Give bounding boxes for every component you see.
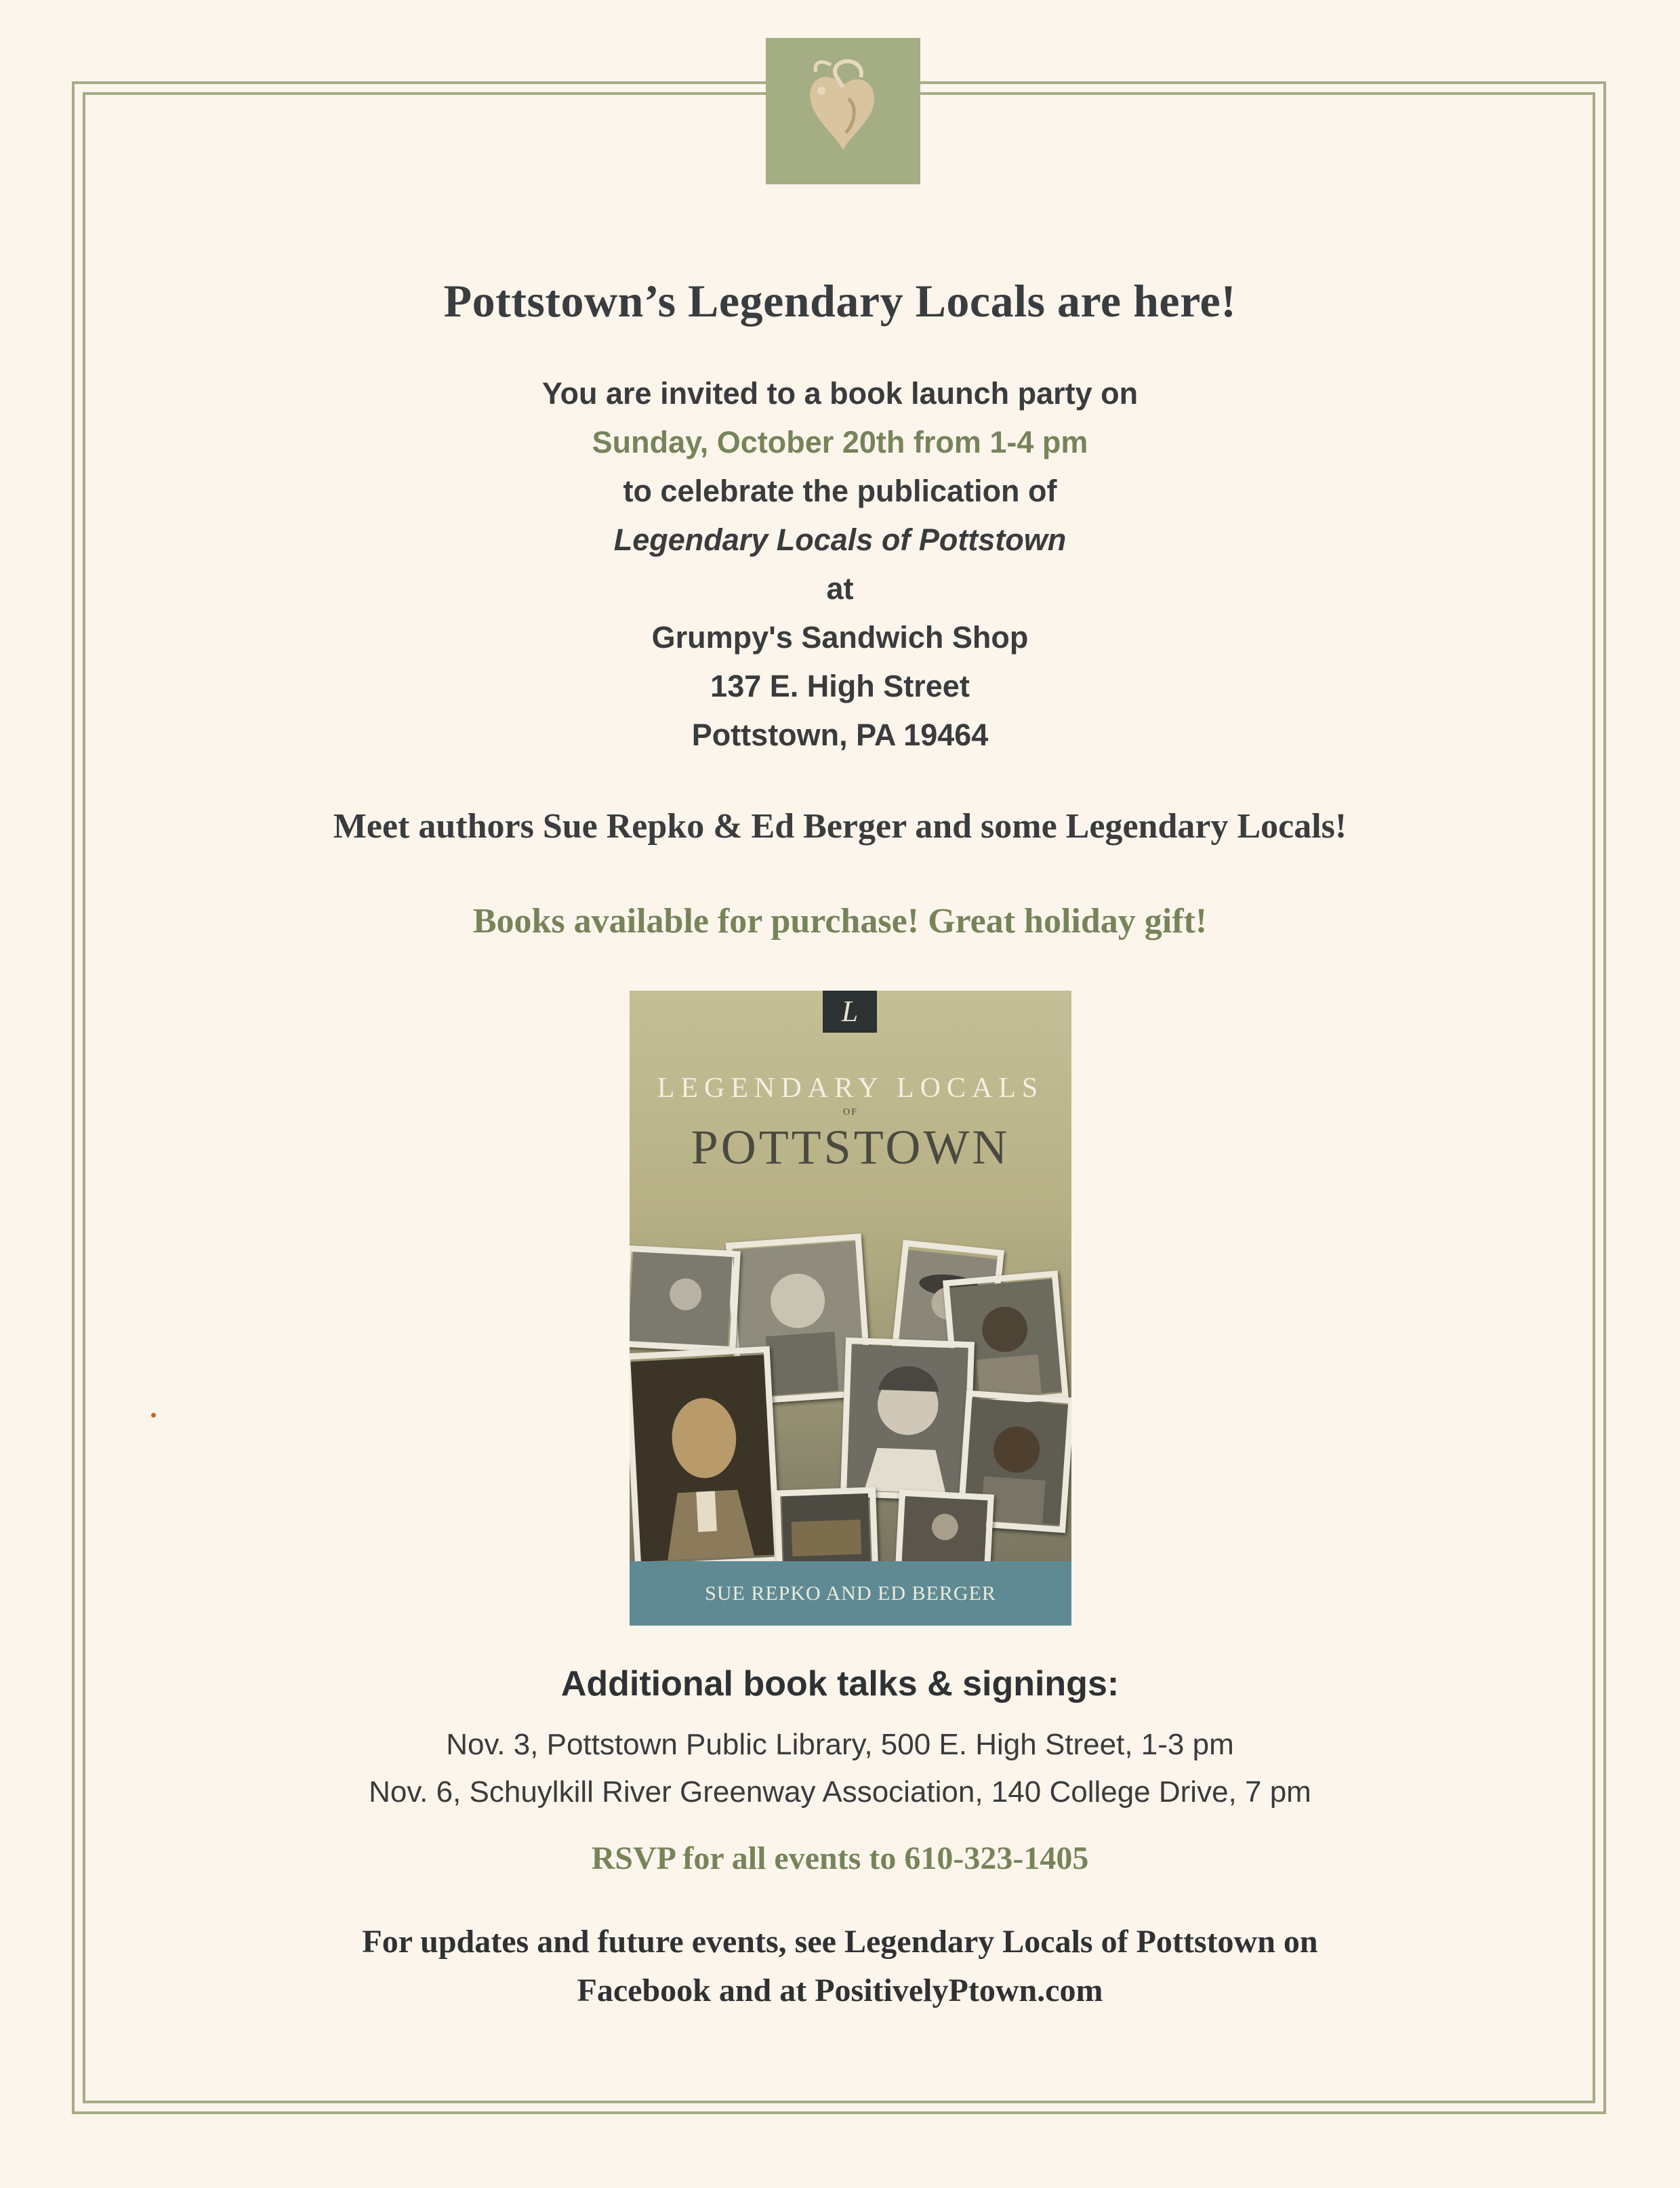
cover-photo [840, 1338, 975, 1501]
cover-series: LEGENDARY LOCALS [657, 1073, 1044, 1104]
invitation [0, 369, 1680, 760]
talks-list [0, 1721, 1680, 1816]
venue-name: Grumpy's Sandwich Shop [651, 620, 1029, 655]
event-date: Sunday, October 20th from 1-4 pm [592, 425, 1088, 459]
invite-line: You are invited to a book launch party on [541, 376, 1139, 411]
updates [0, 1918, 1680, 2015]
rsvp: RSVP for all events to 610-323-1405 [591, 1840, 1089, 1876]
cover-photo [774, 1487, 878, 1571]
venue-city: Pottstown, PA 19464 [691, 718, 989, 752]
paper-speck [151, 1413, 156, 1418]
talks-heading: Additional book talks & signings: [560, 1664, 1120, 1704]
book-cover [630, 991, 1071, 1626]
meet-authors: Meet authors Sue Repko & Ed Berger and some Legendary Locals! [333, 807, 1347, 846]
heart-vine-icon [766, 38, 920, 184]
cover-authors: SUE REPKO AND ED BERGER [630, 1561, 1071, 1626]
cover-photo [895, 1489, 994, 1572]
venue-street: 137 E. High Street [710, 669, 970, 703]
list-item: Nov. 6, Schuylkill River Greenway Association, 140 College Drive, 7 pm [369, 1775, 1311, 1809]
updates-line: For updates and future events, see Legendary Locals of Pottstown on [362, 1924, 1318, 1960]
updates-line: Facebook and at PositivelyPtown.com [577, 1973, 1103, 2008]
invite-line: to celebrate the publication of [623, 474, 1057, 508]
cover-of: OF [843, 1107, 858, 1117]
book-title: Legendary Locals of Pottstown [613, 522, 1067, 557]
list-item: Nov. 3, Pottstown Public Library, 500 E. High Street, 1-3 pm [446, 1728, 1234, 1761]
cover-photo [630, 1346, 781, 1571]
availability: Books available for purchase! Great holiday gift! [472, 902, 1208, 941]
publisher-mark: L [823, 991, 877, 1033]
cover-title: POTTSTOWN [691, 1120, 1010, 1174]
headline: Pottstown’s Legendary Locals are here! [443, 275, 1237, 327]
cover-photo [630, 1245, 741, 1353]
invite-line: at [826, 571, 854, 606]
